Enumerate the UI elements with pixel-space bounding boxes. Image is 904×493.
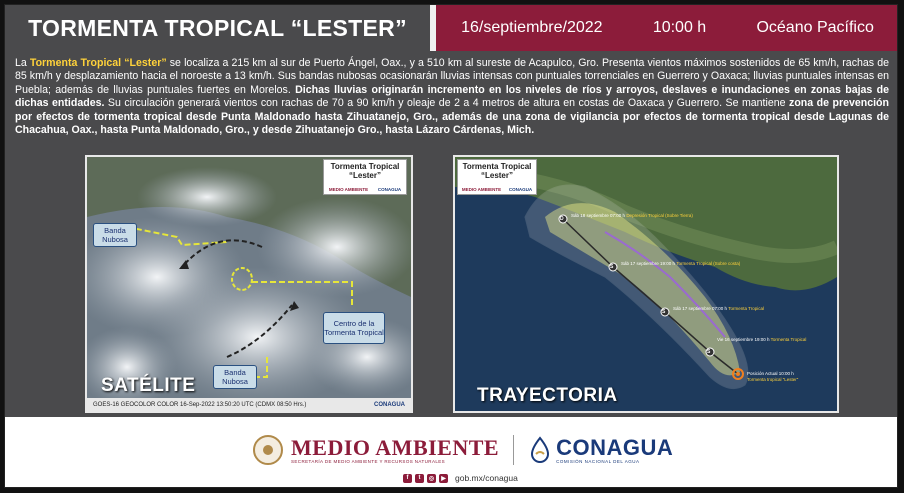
header [5, 5, 898, 51]
youtube-icon[interactable]: ▶ [439, 474, 448, 483]
social-links [403, 473, 518, 483]
conagua-logo-tiny: CONAGUA [508, 187, 533, 192]
marker-s3: S [707, 349, 711, 355]
callout-storm-center: Centro de la Tormenta Tropical [323, 312, 385, 344]
info-bar [436, 5, 898, 51]
facebook-icon[interactable]: f [403, 474, 412, 483]
twitter-icon[interactable]: t [415, 474, 424, 483]
title-block [5, 5, 430, 51]
trajectory-panel [453, 155, 839, 413]
medio-ambiente-logo [291, 434, 500, 464]
medio-ambiente-logo-small: MEDIO AMBIENTE [328, 187, 369, 192]
conagua-subtitle: COMISIÓN NACIONAL DEL AGUA [556, 458, 640, 464]
instagram-icon[interactable]: ◎ [428, 475, 435, 482]
marker-s1: S [610, 264, 614, 270]
satellite-legend-title: Tormenta Tropical “Lester” [330, 162, 400, 180]
callout-band-1: Banda Nubosa [93, 223, 137, 247]
forecast-label-1: Sáb 18 septiembre 07:00 h Depresión Tropical (Sobre Tierra) [571, 213, 693, 218]
website-link[interactable]: gob.mx/conagua [455, 473, 518, 483]
logo-divider [513, 435, 514, 465]
forecast-label-3: Sáb 17 septiembre 07:00 h Tormenta Tropical [673, 306, 764, 311]
medio-ambiente-name: MEDIO AMBIENTE [291, 434, 500, 460]
bulletin-time: 10:00 h [652, 19, 707, 36]
bulletin-date: 16/septiembre/2022 [461, 19, 603, 36]
medio-ambiente-subtitle: SECRETARÍA DE MEDIO AMBIENTE Y RECURSOS NATURALES [291, 458, 446, 464]
conagua-drop-icon [528, 436, 552, 464]
conagua-name: CONAGUA [556, 434, 674, 460]
bulletin-region: Océano Pacífico [756, 19, 874, 36]
marker-s2: S [662, 309, 666, 315]
satellite-caption [87, 398, 411, 411]
text-part-2: se localiza a 215 km al sur de Puerto Ángel, Oax., y a 510 km al sureste de Acapulco, Gro. Presenta vientos máximos sostenidos de 65 km/h, rachas de 85 km/h y desplazamiento hacia el noroeste a 13 km/h. Sus bandas nubosas ocasionarán lluvias intensas con puntuales torrenciales en Guerrero y Oaxaca; lluvias puntuales intensas en Puebla; además de lluvias puntuales fuertes en Morelos. [15, 57, 889, 96]
footer [5, 417, 898, 488]
bulletin-text [15, 57, 889, 137]
forecast-label-2: Sáb 17 septiembre 19:00 h Tormenta Tropical (Sobre costa) [621, 261, 741, 266]
storm-name-highlight: Tormenta Tropical “Lester” [29, 57, 167, 69]
text-part-5-bold: zona de prevención por efectos de tormenta tropical desde Punta Maldonado hasta Zihuatanejo, Gro., además de una zona de vigilancia por efectos de tormenta tropical desde Lagunas de Chacahua, Oax., hasta Punta Maldonado, Gro., y desde Zihuatanejo Gro., hasta Lázaro Cárdenas, Mich. [15, 97, 889, 137]
marker-d: D [560, 216, 564, 222]
text-part-3-bold: Dichas lluvias originarán incremento en los niveles de ríos y arroyos, deslaves e inundaciones en zonas bajas de dichas entidades. [15, 83, 890, 110]
text-part-4: Su circulación generará vientos con rachas de 70 a 90 km/h y oleaje de 2 a 4 metros de altura en costas de Oaxaca y Guerrero. Se mantiene [104, 97, 790, 110]
forecast-labels [455, 157, 837, 411]
text-part-1: La [15, 57, 30, 69]
national-seal-icon [253, 435, 283, 465]
footer-logos [253, 431, 673, 469]
conagua-logo-small: CONAGUA [377, 187, 402, 192]
trajectory-label: TRAYECTORIA [477, 385, 618, 406]
medio-ambiente-logo-tiny: MEDIO AMBIENTE [461, 187, 502, 192]
satellite-caption-text: GOES-16 GEOCOLOR COLOR 16-Sep-2022 13:50:20 UTC (CDMX 08:50 Hrs.) [93, 401, 307, 408]
satellite-legend [323, 159, 407, 195]
satellite-legend-logos [324, 187, 406, 192]
bulletin-frame [4, 4, 898, 488]
satellite-panel [85, 155, 413, 413]
callout-band-2: Banda Nubosa [213, 365, 257, 389]
forecast-label-4: Vie 16 septiembre 19:00 h Tormenta Tropical [717, 337, 807, 342]
satellite-label: SATÉLITE [101, 375, 196, 396]
conagua-logo [556, 434, 674, 464]
current-position-label: Posición Actual 10:00 h Tormenta tropical “Lester” [747, 371, 799, 382]
trajectory-legend-title: Tormenta Tropical “Lester” [462, 162, 532, 180]
satellite-caption-logo: CONAGUA [374, 401, 405, 408]
storm-title: TORMENTA TROPICAL “LESTER” [28, 14, 407, 41]
